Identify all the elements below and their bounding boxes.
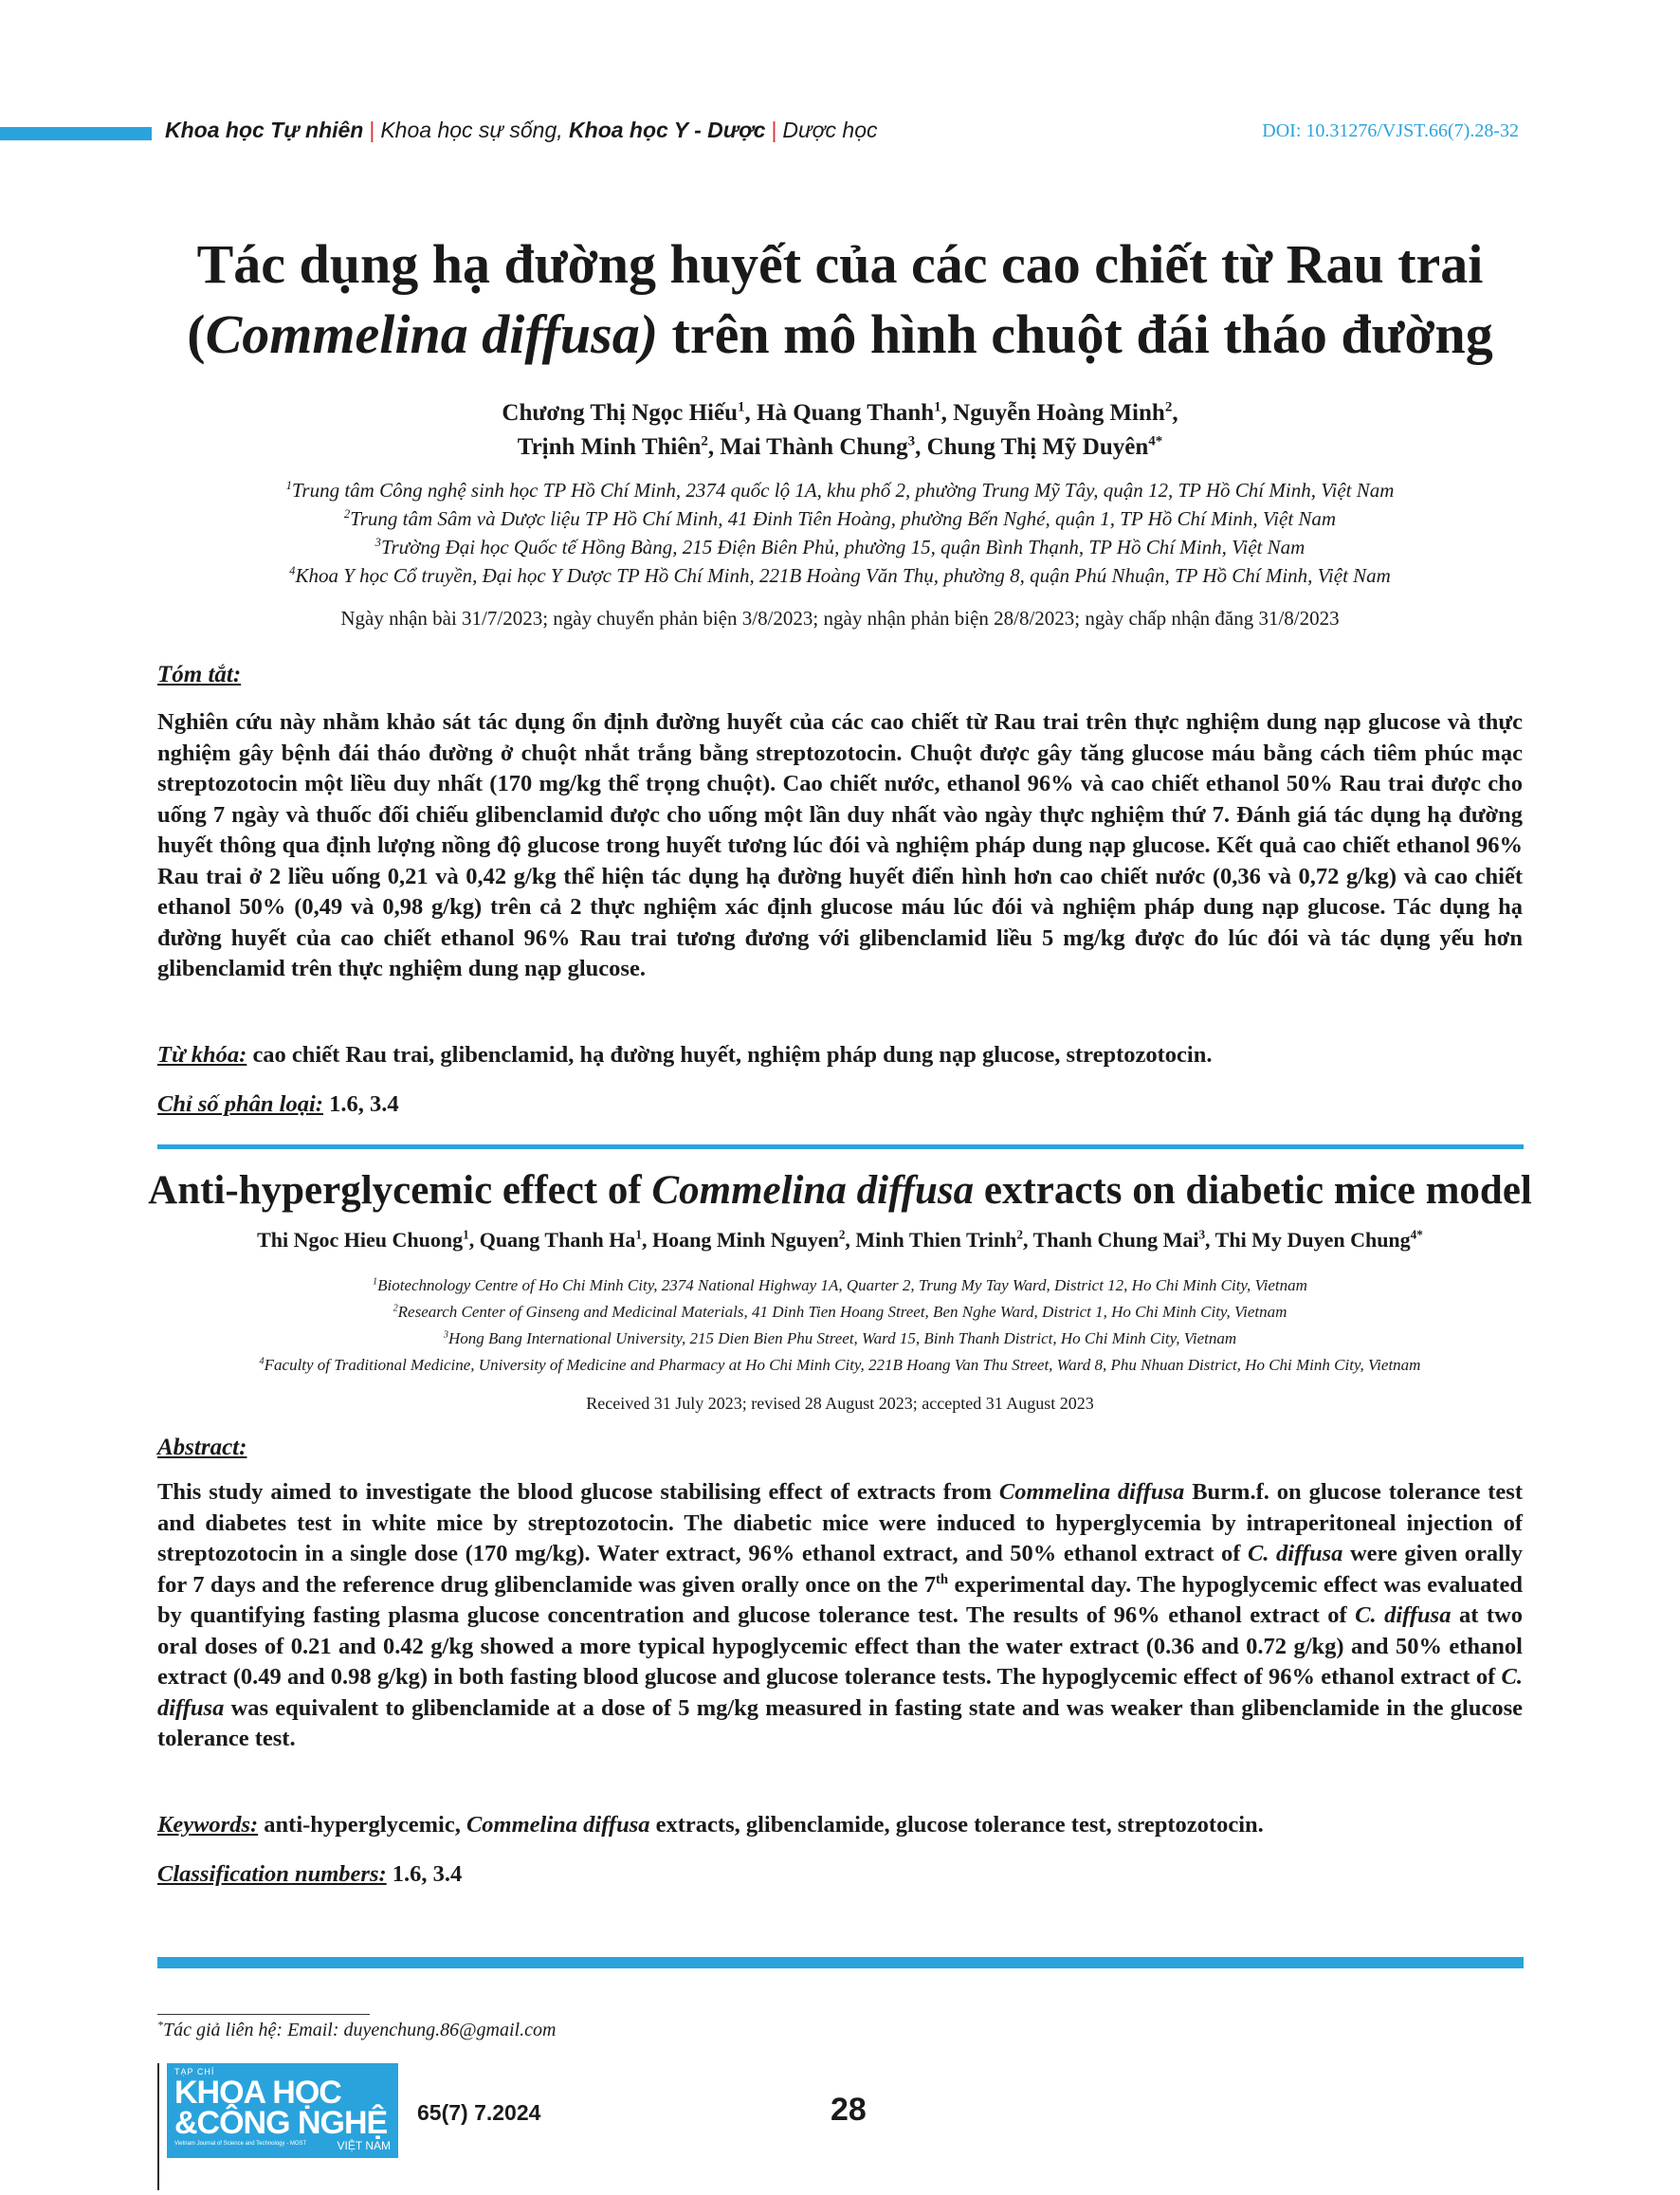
title-vn [133, 229, 1547, 370]
summary-label: Tóm tắt: [157, 662, 242, 687]
footer-divider [157, 1957, 1524, 1968]
authors-vn: Chương Thị Ngọc Hiếu$^1$, Hà Quang Thanh$^1$, Nguyễn Hoàng Minh$^2$, Trịnh Minh Thiên$^2$, Mai Thành Chung$^3$, Chung Thị Mỹ Duyên$^{4*}$ [502, 399, 1178, 460]
separator: | [369, 118, 375, 142]
classification-vn: Chỉ số phân loại: 1.6, 3.4 [157, 1091, 399, 1117]
classification-label: Classification numbers: [157, 1861, 387, 1887]
affiliations-vn [133, 476, 1547, 590]
keywords-vn: Từ khóa: cao chiết Rau trai, glibenclamid, hạ đường huyết, nghiệm pháp dung nạp glucose, streptozotocin. [157, 1042, 1213, 1068]
affiliation: $^1$Biotechnology Centre of Ho Chi Minh City, 2374 National Highway 1A, Quarter 2, Trung My Tay Ward, District 12, Ho Chi Minh City, Vietnam [373, 1276, 1307, 1294]
authors-en: Thi Ngoc Hieu Chuong$^1$, Quang Thanh Ha$^1$, Hoang Minh Nguyen$^2$, Minh Thien Trinh$^2$, Thanh Chung Mai$^3$, Thi My Duyen Chung$^{4*}$ [257, 1227, 1423, 1252]
corresponding-author: *Tác giả liên hệ: Email: duyenchung.86@gmail.com [157, 2018, 557, 2040]
separator: | [771, 118, 777, 142]
section-breadcrumb [165, 118, 878, 143]
affiliation: $^1$Trung tâm Công nghệ sinh học TP Hồ Chí Minh, 2374 quốc lộ 1A, khu phố 2, phường Trung Mỹ Tây, quận 12, TP Hồ Chí Minh, Việt Nam [285, 479, 1395, 502]
category-pharmacy: Dược học [782, 118, 878, 142]
summary-vn: Nghiên cứu này nhằm khảo sát tác dụng ổn định đường huyết của các cao chiết từ Rau trai trên thực nghiệm dung nạp glucose và thực nghiệm gây bệnh đái tháo đường ở chuột nhắt trắng bằng streptozotocin. Chuột được gây tăng glucose máu bằng cách tiêm phúc mạc streptozotocin một liều duy nhất (170 mg/kg thể trọng chuột). Cao chiết nước, ethanol 96% và cao chiết ethanol 50% Rau trai được cho uống 7 ngày và thuốc đối chiếu glibenclamid được cho uống một lần duy nhất vào ngày thực nghiệm thứ 7. Đánh giá tác dụng hạ đường huyết thông qua định lượng nồng độ glucose trong huyết tương lúc đói và nghiệm pháp dung nạp glucose. Kết quả cao chiết ethanol 96% Rau trai ở 2 liều uống 0,21 và 0,42 g/kg thể hiện tác dụng hạ đường huyết điển hình hơn cao chiết nước (0,36 và 0,72 g/kg) và cao chiết ethanol 50% (0,49 và 0,98 g/kg) trên cả 2 thực nghiệm xác định glucose máu lúc đói và nghiệm pháp dung nạp glucose. Tác dụng hạ đường huyết của cao chiết ethanol 96% Rau trai tương đương với glibenclamid liều 5 mg/kg được đo lúc đói và tác dụng yếu hơn glibenclamid trên thực nghiệm dung nạp glucose. [157, 709, 1523, 981]
category-life-science: Khoa học sự sống, [380, 118, 563, 142]
classification-en: Classification numbers: 1.6, 3.4 [157, 1861, 463, 1887]
affiliation: $^4$Khoa Y học Cổ truyền, Đại học Y Dược TP Hồ Chí Minh, 221B Hoàng Văn Thụ, phường 8, quận Phú Nhuận, TP Hồ Chí Minh, Việt Nam [289, 564, 1391, 587]
abstract-label: Abstract: [157, 1435, 247, 1460]
issue-info: 65(7) 7.2024 [417, 2100, 541, 2125]
page-number: 28 [831, 2092, 867, 2128]
doi[interactable]: DOI: 10.31276/VJST.66(7).28-32 [1262, 120, 1519, 141]
classification-label: Chỉ số phân loại: [157, 1091, 323, 1117]
affiliation: $^3$Hong Bang International University, 215 Dien Bien Phu Street, Ward 15, Binh Thanh District, Ho Chi Minh City, Vietnam [443, 1329, 1237, 1347]
keywords-label: Từ khóa: [157, 1042, 247, 1068]
affiliation: $^3$Trường Đại học Quốc tế Hồng Bàng, 215 Điện Biên Phủ, phường 15, quận Bình Thạnh, TP Hồ Chí Minh, Việt Nam [374, 536, 1306, 558]
affiliations-en [133, 1272, 1547, 1379]
dates-en: Received 31 July 2023; revised 28 August 2023; accepted 31 August 2023 [586, 1394, 1094, 1413]
title-vn-line1: Tác dụng hạ đường huyết của các cao chiết từ Rau trai [196, 233, 1484, 295]
affiliation: $^2$Trung tâm Sâm và Dược liệu TP Hồ Chí Minh, 41 Đinh Tiên Hoàng, phường Bến Nghé, quận 1, TP Hồ Chí Minh, Việt Nam [343, 507, 1337, 530]
header-accent-bar [0, 127, 152, 140]
affiliation: $^2$Research Center of Ginseng and Medicinal Materials, 41 Dinh Tien Hoang Street, Ben Nghe Ward, District 1, Ho Chi Minh City, Vietnam [393, 1303, 1287, 1321]
title-en: Anti-hyperglycemic effect of Commelina diffusa extracts on diabetic mice model [148, 1168, 1532, 1213]
affiliation: $^4$Faculty of Traditional Medicine, University of Medicine and Pharmacy at Ho Chi Minh City, 221B Hoang Van Thu Street, Ward 8, Phu Nhuan District, Ho Chi Minh City, Vietnam [259, 1356, 1421, 1374]
title-vn-line2: (Commelina diffusa) trên mô hình chuột đái tháo đường [187, 303, 1493, 365]
footer-vertical-rule [157, 2063, 159, 2190]
keywords-label: Keywords: [157, 1812, 259, 1838]
section-divider [157, 1144, 1524, 1149]
dates-vn: Ngày nhận bài 31/7/2023; ngày chuyển phản biện 3/8/2023; ngày nhận phản biện 28/8/2023; ngày chấp nhận đăng 31/8/2023 [340, 607, 1340, 630]
journal-logo: TẠP CHÍ KHOA HỌC &CÔNG NGHỆ Vietnam Journal of Science and Technology - MOST VIỆT NAM [167, 2063, 398, 2158]
keywords-en: Keywords: anti-hyperglycemic, Commelina diffusa extracts, glibenclamide, glucose tolerance test, streptozotocin. [157, 1812, 1264, 1838]
abstract-en: This study aimed to investigate the blood glucose stabilising effect of extracts from Commelina diffusa Burm.f. on glucose tolerance test and diabetes test in white mice by streptozotocin. The diabetic mice were induced to hyperglycemia by intraperitoneal injection of streptozotocin in a single dose (170 mg/kg). Water extract, 96% ethanol extract, and 50% ethanol extract of C. diffusa were given orally for 7 days and the reference drug glibenclamide was given orally once on the 7th experimental day. The hypoglycemic effect was evaluated by quantifying fasting plasma glucose concentration and glucose tolerance test. The results of 96% ethanol extract of C. diffusa at two oral doses of 0.21 and 0.42 g/kg showed a more typical hypoglycemic effect than the water extract (0.36 and 0.72 g/kg) and 50% ethanol extract (0.49 and 0.98 g/kg) in both fasting blood glucose and glucose tolerance tests. The hypoglycemic effect of 96% ethanol extract of C. diffusa was equivalent to glibenclamide at a dose of 5 mg/kg measured in fasting state and was weaker than glibenclamide in the glucose tolerance test. [157, 1479, 1524, 1751]
category-medicine-pharmacy: Khoa học Y - Dược [569, 118, 766, 142]
footnote-rule [157, 2014, 370, 2015]
category-natural-science: Khoa học Tự nhiên [165, 118, 364, 142]
